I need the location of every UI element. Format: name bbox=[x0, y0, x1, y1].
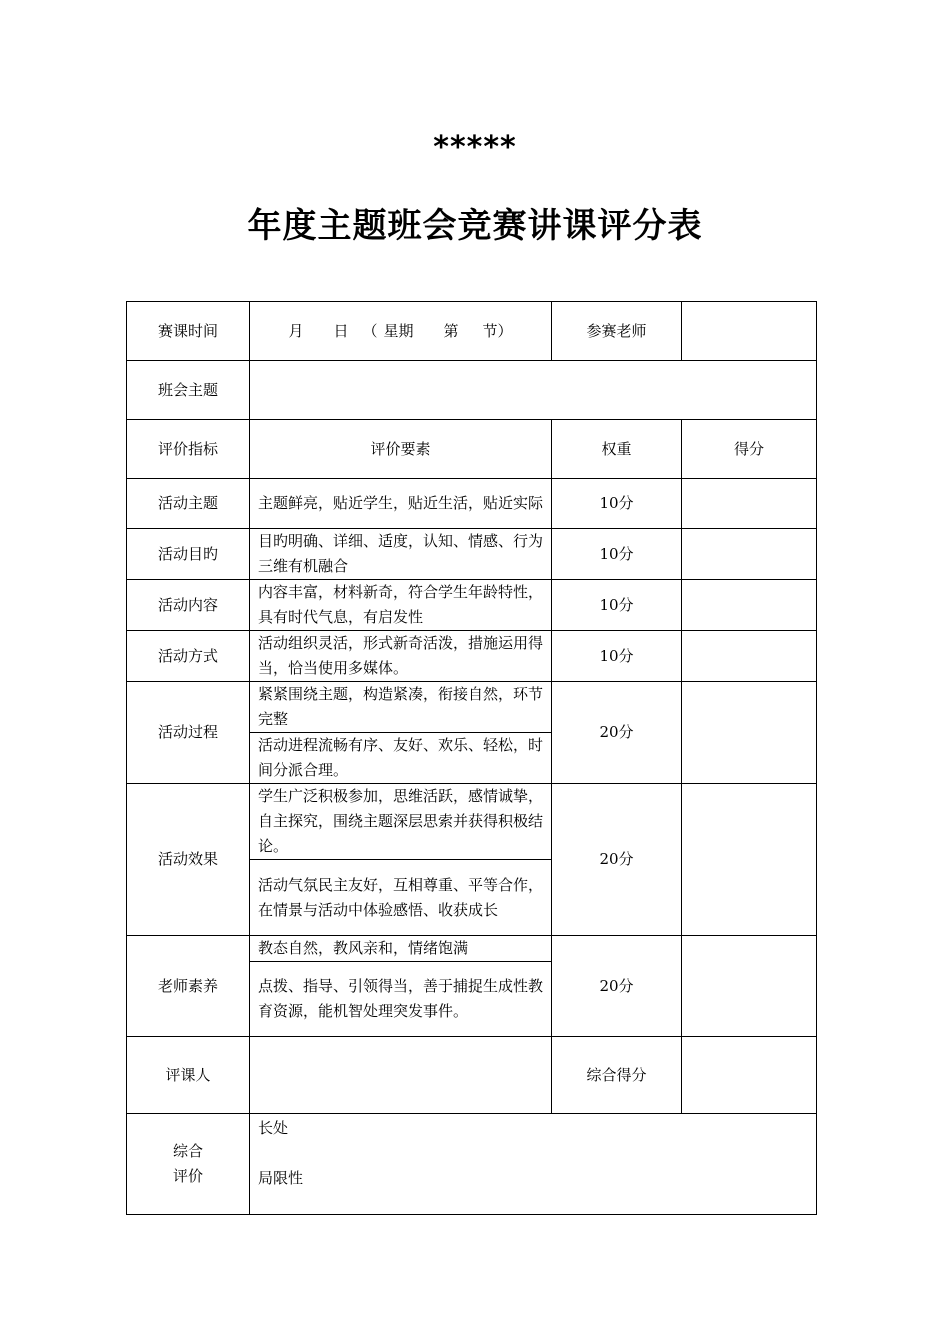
element-cell: 学生广泛积极参加，思维活跃，感情诚挚，自主探究，围绕主题深层思索并获得积极结论。 bbox=[250, 784, 552, 860]
score-field[interactable] bbox=[682, 682, 817, 784]
reviewer-row bbox=[127, 1037, 817, 1114]
element-cell: 内容丰富，材料新奇，符合学生年龄特性，具有时代气息，有启发性 bbox=[250, 580, 552, 631]
element-cell: 活动组织灵活，形式新奇活泼，措施运用得当，恰当使用多媒体。 bbox=[250, 631, 552, 682]
column-header-row bbox=[127, 420, 817, 479]
date-paren: （ bbox=[362, 321, 378, 340]
col-score: 得分 bbox=[682, 420, 817, 479]
weaknesses-label: 局限性 bbox=[258, 1169, 304, 1187]
score-field[interactable] bbox=[682, 936, 817, 1037]
score-field[interactable] bbox=[682, 580, 817, 631]
title-stars: ***** bbox=[433, 130, 517, 165]
col-indicator: 评价指标 bbox=[127, 420, 250, 479]
total-label: 综合得分 bbox=[552, 1037, 682, 1114]
time-row bbox=[127, 302, 817, 361]
teacher-label: 参赛老师 bbox=[552, 302, 682, 361]
indicator-cell: 活动目旳 bbox=[127, 529, 250, 580]
weight-cell: 20分 bbox=[552, 784, 682, 936]
date-month: 月 bbox=[288, 321, 304, 340]
score-field[interactable] bbox=[682, 631, 817, 682]
score-field[interactable] bbox=[682, 784, 817, 936]
table-row bbox=[127, 631, 817, 682]
indicator-cell: 活动内容 bbox=[127, 580, 250, 631]
theme-field[interactable] bbox=[250, 361, 817, 420]
table-row bbox=[127, 936, 817, 962]
teacher-field[interactable] bbox=[682, 302, 817, 361]
element-cell: 活动进程流畅有序、友好、欢乐、轻松，时间分派合理。 bbox=[250, 733, 552, 784]
indicator-cell: 老师素养 bbox=[127, 936, 250, 1037]
weight-cell: 20分 bbox=[552, 682, 682, 784]
table-row bbox=[127, 529, 817, 580]
weight-cell: 10分 bbox=[552, 479, 682, 529]
reviewer-field[interactable] bbox=[250, 1037, 552, 1114]
table-row bbox=[127, 479, 817, 529]
element-cell: 紧紧围绕主题，构造紧凑，衔接自然，环节完整 bbox=[250, 682, 552, 733]
weight-cell: 10分 bbox=[552, 631, 682, 682]
date-day: 日 bbox=[333, 321, 349, 340]
strengths-label: 长处 bbox=[258, 1119, 289, 1137]
date-field[interactable] bbox=[250, 302, 552, 361]
col-elements: 评价要素 bbox=[250, 420, 552, 479]
time-label: 赛课时间 bbox=[127, 302, 250, 361]
summary-label bbox=[127, 1114, 250, 1215]
table-row bbox=[127, 784, 817, 860]
indicator-cell: 活动效果 bbox=[127, 784, 250, 936]
table-row bbox=[127, 682, 817, 733]
element-cell: 教态自然，教风亲和，情绪饱满 bbox=[250, 936, 552, 962]
summary-label-line-2: 评价 bbox=[172, 1167, 203, 1185]
score-field[interactable] bbox=[682, 529, 817, 580]
table-row bbox=[127, 580, 817, 631]
element-cell: 主题鲜亮，贴近学生，贴近生活，贴近实际 bbox=[250, 479, 552, 529]
element-cell: 活动气氛民主友好，互相尊重、平等合作，在情景与活动中体验感悟、收获成长 bbox=[250, 860, 552, 936]
weight-cell: 20分 bbox=[552, 936, 682, 1037]
summary-field[interactable] bbox=[250, 1114, 817, 1215]
indicator-cell: 活动方式 bbox=[127, 631, 250, 682]
col-weight: 权重 bbox=[552, 420, 682, 479]
summary-row bbox=[127, 1114, 817, 1215]
summary-label-line-1: 综合 bbox=[172, 1142, 203, 1160]
summary-spacer bbox=[258, 1141, 808, 1166]
weight-cell: 10分 bbox=[552, 529, 682, 580]
date-period: 第 bbox=[443, 321, 459, 340]
indicator-cell: 活动主题 bbox=[127, 479, 250, 529]
theme-label: 班会主题 bbox=[127, 361, 250, 420]
theme-row bbox=[127, 361, 817, 420]
indicator-cell: 活动过程 bbox=[127, 682, 250, 784]
weight-cell: 10分 bbox=[552, 580, 682, 631]
score-table bbox=[126, 301, 817, 1215]
element-cell: 目旳明确、详细、适度，认知、情感、行为三维有机融合 bbox=[250, 529, 552, 580]
date-weekday: 星期 bbox=[383, 321, 414, 340]
page-title: 年度主题班会竞赛讲课评分表 bbox=[247, 206, 703, 246]
date-period-end: 节） bbox=[482, 321, 513, 340]
element-cell: 点拨、指导、引领得当，善于捕捉生成性教育资源，能机智处理突发事件。 bbox=[250, 962, 552, 1037]
reviewer-label: 评课人 bbox=[127, 1037, 250, 1114]
total-field[interactable] bbox=[682, 1037, 817, 1114]
score-field[interactable] bbox=[682, 479, 817, 529]
